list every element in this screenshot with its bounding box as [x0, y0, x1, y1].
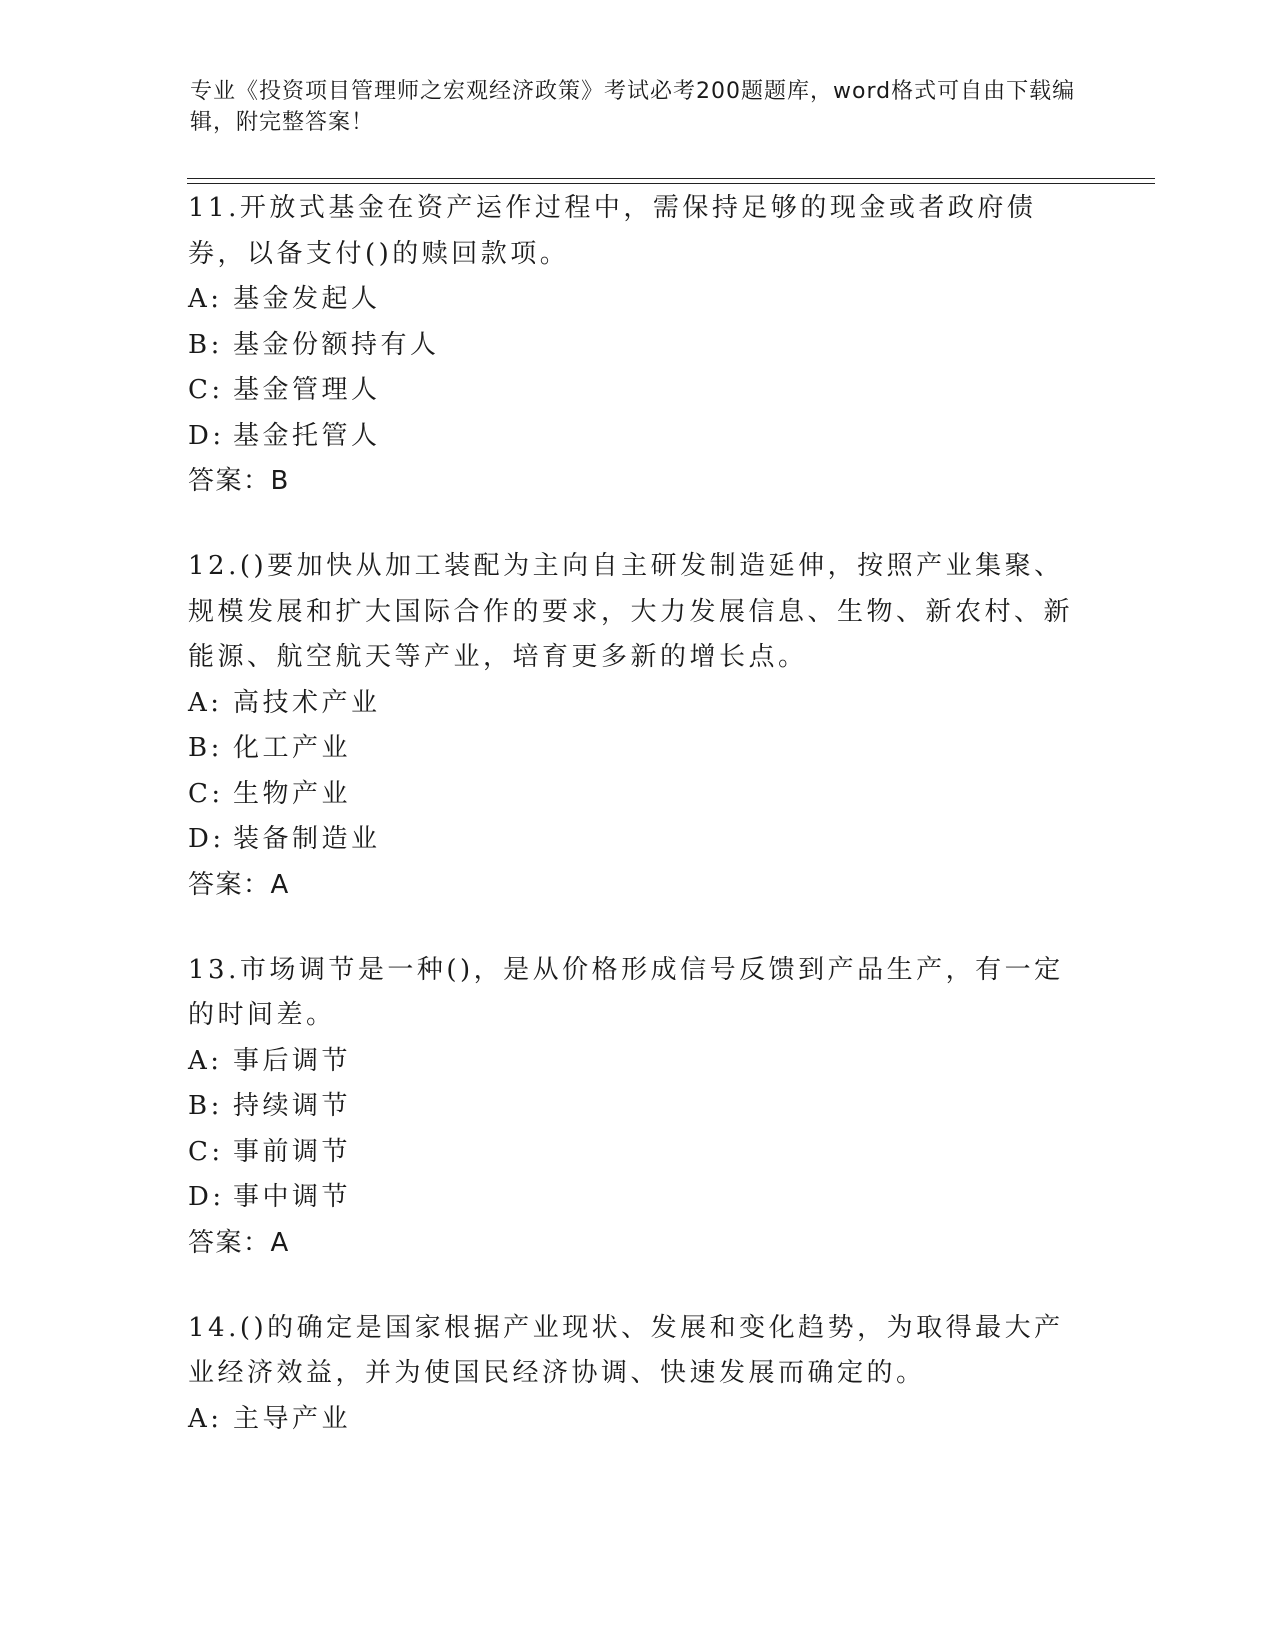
option-b	[188, 726, 1088, 772]
option-d	[188, 1175, 1088, 1221]
question-14	[188, 1306, 1088, 1443]
option-a	[188, 1397, 1088, 1443]
option-text: 基金管理人	[233, 375, 381, 405]
header-rule-bottom	[187, 183, 1155, 184]
option-text: 基金托管人	[233, 420, 381, 451]
option-a	[188, 277, 1088, 323]
option-a	[188, 1039, 1088, 1085]
option-d	[188, 817, 1088, 863]
option-letter: D:	[188, 420, 225, 451]
option-b	[188, 1084, 1088, 1130]
option-letter: D:	[188, 824, 225, 854]
document-header: 专业《投资项目管理师之宏观经济政策》考试必考200题题库，word格式可自由下载编辑，附完整答案！	[190, 79, 1076, 135]
option-text: 生物产业	[233, 778, 352, 809]
option-c	[188, 1130, 1088, 1176]
option-letter: A:	[188, 1403, 223, 1434]
option-c	[188, 368, 1088, 414]
option-letter: C:	[188, 375, 224, 405]
option-text: 基金发起人	[233, 284, 381, 314]
option-text: 事中调节	[233, 1182, 352, 1212]
option-text: 事前调节	[233, 1136, 352, 1167]
option-letter: A:	[188, 687, 223, 718]
option-c	[188, 772, 1088, 818]
option-text: 基金份额持有人	[233, 329, 440, 360]
option-letter: B:	[188, 733, 223, 763]
header-rule-top	[187, 178, 1155, 179]
option-text: 高技术产业	[233, 687, 381, 718]
option-text: 事后调节	[233, 1045, 352, 1076]
option-letter: B:	[188, 329, 223, 360]
answer-line: 答案：B	[188, 466, 290, 496]
question-12	[188, 544, 1088, 908]
option-text: 持续调节	[233, 1091, 352, 1121]
option-text: 装备制造业	[233, 824, 381, 854]
option-letter: B:	[188, 1091, 223, 1121]
option-a	[188, 681, 1088, 727]
option-text: 化工产业	[233, 733, 352, 763]
option-letter: A:	[188, 1045, 223, 1076]
option-letter: A:	[188, 284, 223, 314]
question-list	[188, 186, 1088, 1482]
option-d	[188, 414, 1088, 460]
question-11	[188, 186, 1088, 504]
option-letter: C:	[188, 1136, 224, 1167]
question-13	[188, 948, 1088, 1266]
question-stem: 13.市场调节是一种()，是从价格形成信号反馈到产品生产，有一定的时间差。	[188, 954, 1064, 1030]
answer-line: 答案：A	[188, 1227, 290, 1258]
option-b	[188, 323, 1088, 369]
option-letter: D:	[188, 1182, 225, 1212]
answer-line: 答案：A	[188, 869, 290, 900]
option-letter: C:	[188, 778, 224, 809]
option-text: 主导产业	[233, 1403, 352, 1434]
question-stem: 11.开放式基金在资产运作过程中，需保持足够的现金或者政府债券，以备支付()的赎回款项。	[188, 193, 1037, 269]
question-stem: 14.()的确定是国家根据产业现状、发展和变化趋势，为取得最大产业经济效益，并为使国民经济协调、快速发展而确定的。	[188, 1312, 1064, 1388]
question-stem: 12.()要加快从加工装配为主向自主研发制造延伸，按照产业集聚、规模发展和扩大国际合作的要求，大力发展信息、生物、新农村、新能源、航空航天等产业，培育更多新的增长点。	[188, 551, 1074, 672]
